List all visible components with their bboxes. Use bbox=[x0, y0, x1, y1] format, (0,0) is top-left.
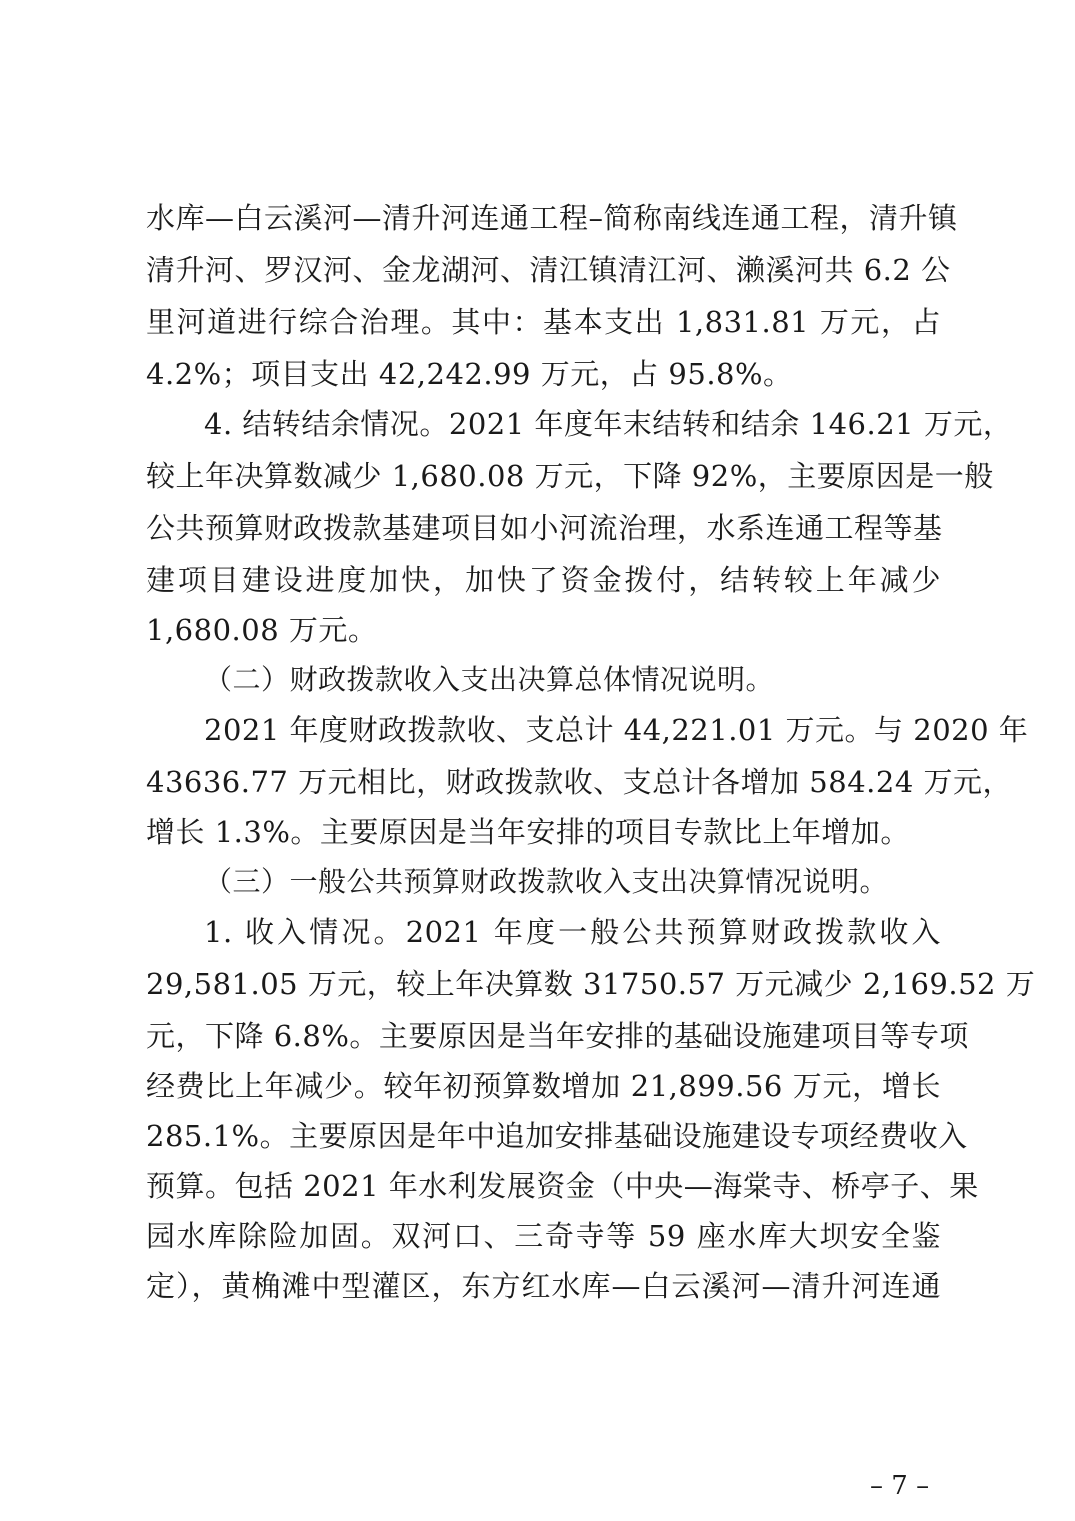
body-text-line: 4. 结转结余情况。2021 年度年末结转和结余 146.21 万元， bbox=[204, 407, 1013, 441]
section-heading: （二）财政拨款收入支出决算总体情况说明。 bbox=[204, 663, 775, 696]
section-heading: （三）一般公共预算财政拨款收入支出决算情况说明。 bbox=[204, 865, 889, 898]
body-text-line: 里河道进行综合治理。其中：基本支出 1,831.81 万元，占 bbox=[146, 305, 941, 339]
body-text-line: 43636.77 万元相比，财政拨款收、支总计各增加 584.24 万元， bbox=[146, 765, 1013, 799]
body-text-line: 元，下降 6.8%。主要原因是当年安排的基础设施建项目等专项 bbox=[146, 1019, 969, 1053]
body-text-line: 预算。包括 2021 年水利发展资金（中央—海棠寺、桥亭子、果 bbox=[146, 1169, 979, 1203]
body-text-line: 清升河、罗汉河、金龙湖河、清江镇清江河、濑溪河共 6.2 公 bbox=[146, 253, 951, 287]
body-text-line: 1. 收入情况。2021 年度一般公共预算财政拨款收入 bbox=[204, 915, 941, 949]
body-text-line: 定），黄桷滩中型灌区，东方红水库—白云溪河—清升河连通 bbox=[146, 1269, 941, 1303]
body-text-line: 1,680.08 万元。 bbox=[146, 613, 378, 647]
body-text-line: 经费比上年减少。较年初预算数增加 21,899.56 万元，增长 bbox=[146, 1069, 941, 1103]
body-text-line: 29,581.05 万元，较上年决算数 31750.57 万元减少 2,169.52 万 bbox=[146, 967, 1036, 1001]
body-text-line: 2021 年度财政拨款收、支总计 44,221.01 万元。与 2020 年 bbox=[204, 713, 1029, 747]
body-text-line: 园水库除险加固。双河口、三奇寺等 59 座水库大坝安全鉴 bbox=[146, 1219, 941, 1253]
body-text-line: 较上年决算数减少 1,680.08 万元，下降 92%，主要原因是一般 bbox=[146, 459, 994, 493]
body-text-line: 水库—白云溪河—清升河连通工程–简称南线连通工程，清升镇 bbox=[146, 201, 958, 235]
body-text-line: 4.2%；项目支出 42,242.99 万元，占 95.8%。 bbox=[146, 357, 793, 391]
page-number: – 7 – bbox=[870, 1471, 930, 1501]
body-text-line: 公共预算财政拨款基建项目如小河流治理，水系连通工程等基 bbox=[146, 511, 943, 545]
body-text-line: 增长 1.3%。主要原因是当年安排的项目专款比上年增加。 bbox=[146, 815, 910, 849]
body-text-line: 建项目建设进度加快，加快了资金拨付，结转较上年减少 bbox=[146, 563, 941, 597]
body-text-line: 285.1%。主要原因是年中追加安排基础设施建设专项经费收入 bbox=[146, 1119, 968, 1153]
